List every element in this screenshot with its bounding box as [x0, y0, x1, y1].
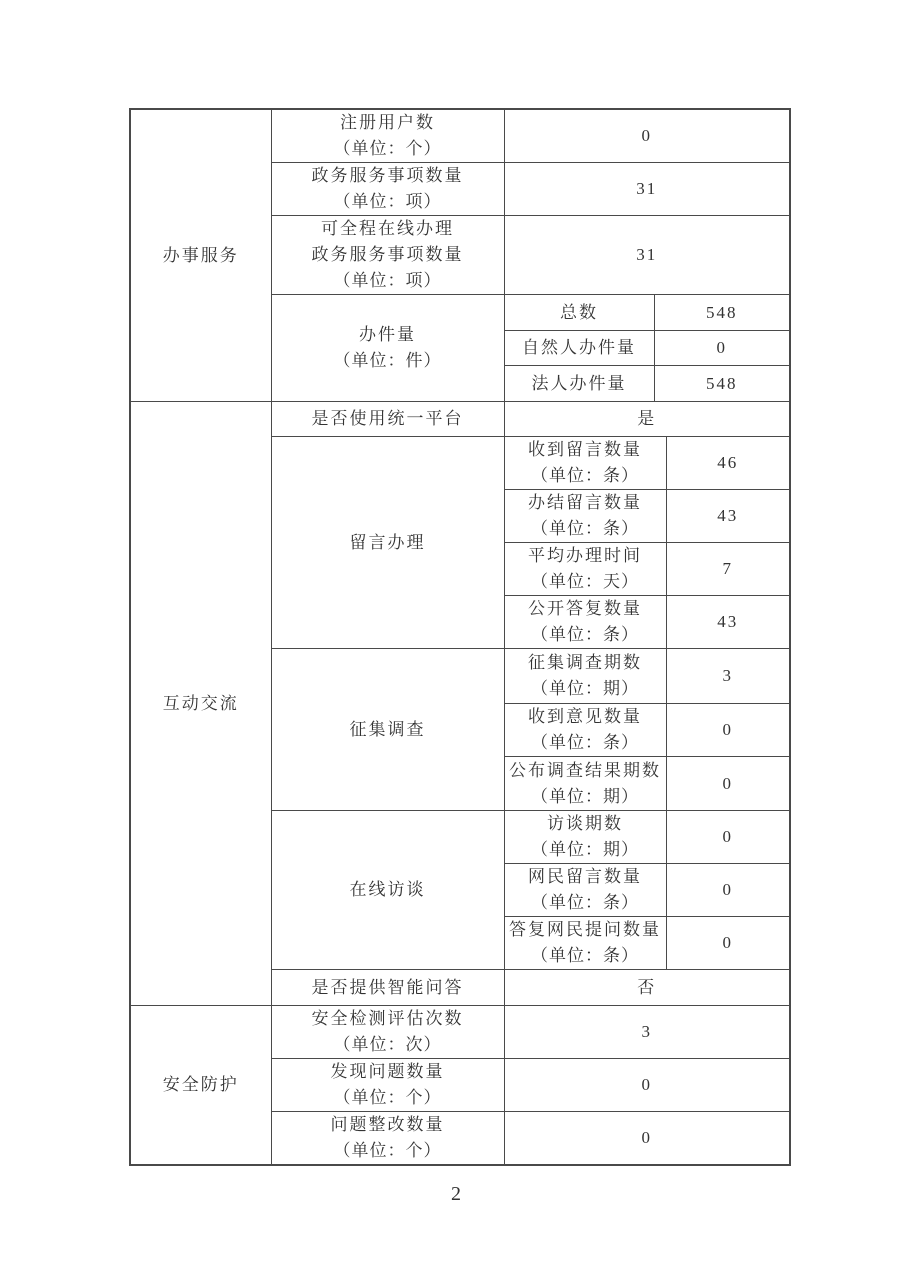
category-cell-service [130, 109, 271, 402]
sublabel-cell-average-handling-time [504, 543, 666, 596]
label-registered-users: 注册用户数 [340, 113, 435, 132]
unit-online-full-process: （单位：项） [333, 271, 442, 290]
sublabel-messages-resolved: 办结留言数量 [528, 493, 642, 512]
label-security-assessments: 安全检测评估次数 [311, 1009, 464, 1028]
unit-gov-service-items: （单位：项） [333, 192, 442, 211]
unit-opinions-received: （单位：条） [531, 733, 639, 752]
annual-report-table [129, 108, 791, 1166]
label1-online-full-process: 可全程在线办理 [321, 219, 454, 238]
value-interview-periods: 0 [666, 811, 790, 864]
value-cases-total: 548 [654, 295, 790, 331]
sublabel-messages-received: 收到留言数量 [528, 440, 642, 459]
sublabel-cell-messages-received [504, 437, 666, 490]
unit-average-handling-time: （单位：天） [531, 572, 639, 591]
label-cell-interview [271, 811, 504, 970]
row-security-assessments [130, 1006, 790, 1059]
value-survey-results-published: 0 [666, 757, 790, 811]
value-messages-resolved: 43 [666, 490, 790, 543]
label-problems-rectified: 问题整改数量 [330, 1115, 445, 1134]
sublabel-public-replies: 公开答复数量 [528, 599, 642, 618]
sublabel-interview-periods: 访谈期数 [547, 814, 623, 833]
value-average-handling-time: 7 [666, 543, 790, 596]
category-cell-interaction [130, 402, 271, 1006]
sublabel-cell-public-replies [504, 596, 666, 649]
sublabel-cell-survey-periods [504, 649, 666, 704]
sublabel-survey-results-published: 公布调查结果期数 [509, 760, 661, 780]
value-opinions-received: 0 [666, 704, 790, 757]
label-smart-qa: 是否提供智能问答 [271, 970, 504, 1006]
label-cases: 办件量 [359, 325, 416, 344]
unit-netizen-questions-answered: （单位：条） [531, 946, 639, 965]
label-gov-service-items: 政务服务事项数量 [311, 166, 464, 185]
sublabel-cell-survey-results-published [504, 757, 666, 811]
sublabel-survey-periods: 征集调查期数 [528, 653, 642, 672]
value-gov-service-items: 31 [504, 163, 790, 216]
sublabel-cell-messages-resolved [504, 490, 666, 543]
unit-survey-periods: （单位：期） [531, 679, 639, 698]
label-message-handling: 留言办理 [349, 532, 426, 552]
sublabel-cell-opinions-received [504, 704, 666, 757]
unit-problems-rectified: （单位：个） [333, 1141, 442, 1160]
label2-online-full-process: 政务服务事项数量 [311, 245, 464, 264]
value-problems-found: 0 [504, 1059, 790, 1112]
sublabel-cell-netizen-questions-answered [504, 917, 666, 970]
category-cell-security [130, 1006, 271, 1166]
sublabel-cell-interview-periods [504, 811, 666, 864]
page-number: 2 [451, 1183, 461, 1205]
label-unified-platform: 是否使用统一平台 [271, 402, 504, 437]
unit-interview-periods: （单位：期） [531, 840, 639, 859]
label-interview: 在线访谈 [349, 880, 426, 899]
value-cases-natural-person: 0 [654, 331, 790, 366]
label-cell-survey [271, 649, 504, 811]
value-public-replies: 43 [666, 596, 790, 649]
unit-messages-resolved: （单位：条） [531, 519, 639, 538]
label-cell-gov-service-items [271, 163, 504, 216]
unit-messages-received: （单位：条） [531, 466, 639, 485]
value-unified-platform: 是 [504, 402, 790, 437]
sublabel-opinions-received: 收到意见数量 [528, 707, 642, 726]
value-survey-periods: 3 [666, 649, 790, 704]
unit-netizen-messages: （单位：条） [531, 893, 639, 912]
sublabel-cases-natural-person: 自然人办件量 [504, 331, 654, 366]
unit-security-assessments: （单位：次） [333, 1035, 442, 1054]
sublabel-netizen-questions-answered: 答复网民提问数量 [509, 920, 661, 939]
value-netizen-questions-answered: 0 [666, 917, 790, 970]
category-label-security: 安全防护 [162, 1075, 239, 1094]
unit-cases: （单位：件） [333, 351, 442, 370]
sublabel-cases-total: 总数 [504, 295, 654, 331]
label-cell-problems-found [271, 1059, 504, 1112]
label-cell-online-full-process [271, 216, 504, 295]
sublabel-cell-netizen-messages [504, 864, 666, 917]
label-cell-message-handling [271, 437, 504, 649]
label-cell-problems-rectified [271, 1112, 504, 1166]
unit-problems-found: （单位：个） [333, 1088, 442, 1107]
unit-public-replies: （单位：条） [531, 625, 639, 644]
sublabel-netizen-messages: 网民留言数量 [528, 867, 642, 886]
label-problems-found: 发现问题数量 [330, 1062, 445, 1081]
sublabel-cases-legal-person: 法人办件量 [504, 366, 654, 402]
value-messages-received: 46 [666, 437, 790, 490]
value-cases-legal-person: 548 [654, 366, 790, 402]
value-security-assessments: 3 [504, 1006, 790, 1059]
value-smart-qa: 否 [504, 970, 790, 1006]
unit-survey-results-published: （单位：期） [531, 786, 639, 806]
sublabel-average-handling-time: 平均办理时间 [528, 546, 642, 565]
label-survey: 征集调查 [349, 719, 426, 739]
unit-registered-users: （单位：个） [333, 139, 442, 158]
row-unified-platform [130, 402, 790, 437]
category-label-interaction: 互动交流 [162, 693, 239, 713]
row-registered-users [130, 109, 790, 163]
value-problems-rectified: 0 [504, 1112, 790, 1166]
label-cell-cases [271, 295, 504, 402]
value-registered-users: 0 [504, 109, 790, 163]
value-online-full-process: 31 [504, 216, 790, 295]
label-cell-registered-users [271, 109, 504, 163]
category-label-service: 办事服务 [162, 245, 239, 265]
value-netizen-messages: 0 [666, 864, 790, 917]
label-cell-security-assessments [271, 1006, 504, 1059]
